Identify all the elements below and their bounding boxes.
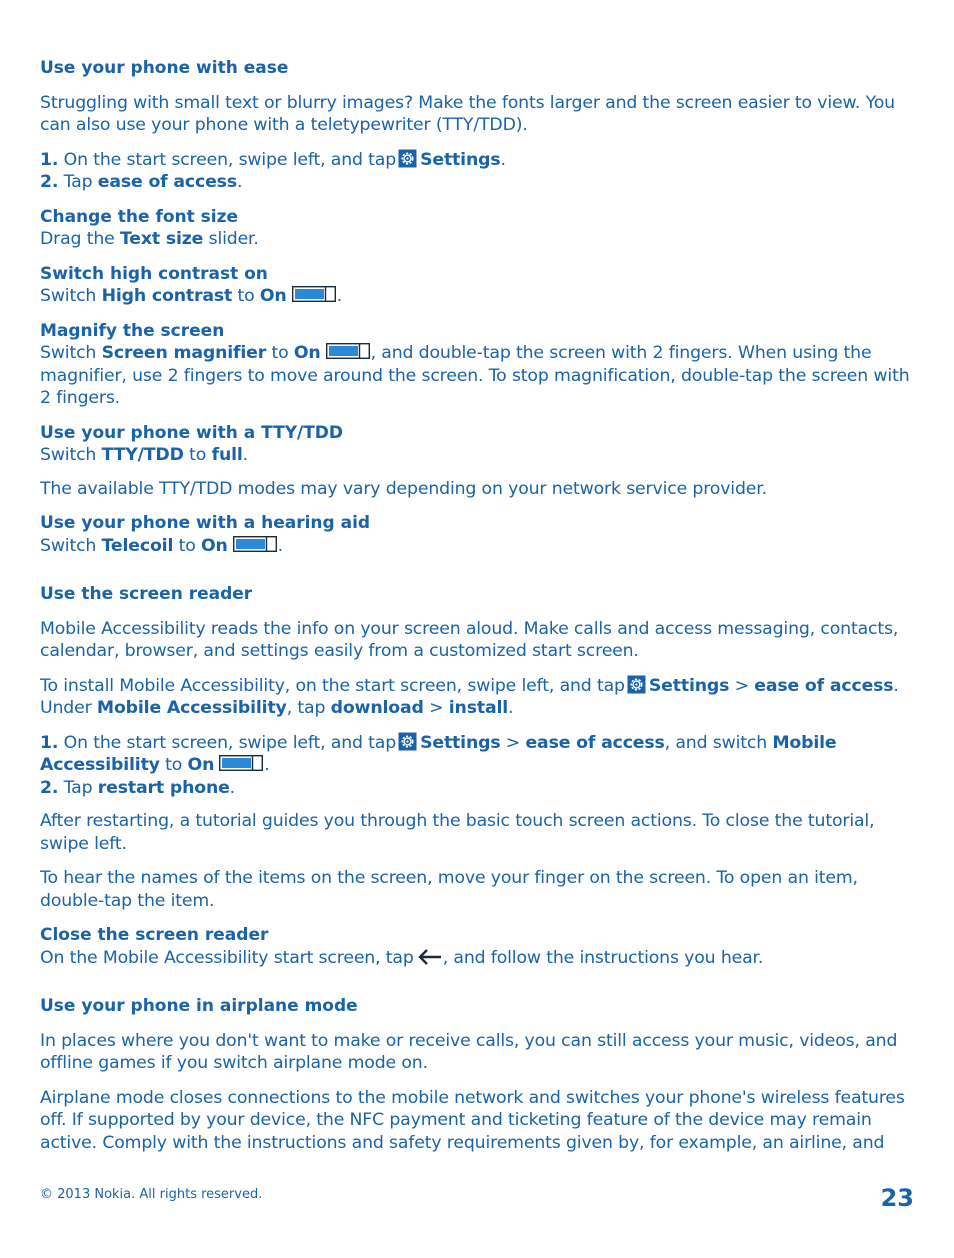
heading-tty-tdd: Use your phone with a TTY/TDD — [40, 422, 344, 443]
ease-of-access-label: ease of access — [97, 172, 237, 192]
heading-screen-reader: Use the screen reader — [40, 584, 253, 604]
heading-use-phone-with-ease: Use your phone with ease — [40, 58, 289, 78]
paragraph-hear-names: To hear the names of the items on the screen, move your finger on the screen. To open an item, double-tap the item. — [40, 868, 858, 911]
gear-icon — [398, 149, 417, 168]
paragraph-hearing-aid: Switch Telecoil to On . — [40, 535, 284, 556]
heading-high-contrast: Switch high contrast on — [40, 263, 268, 284]
reader-step-1: 1. On the start screen, swipe left, and tap Settings > ease of access, and switch Mobile Accessibility to On . — [40, 732, 837, 775]
paragraph-close-reader: On the Mobile Accessibility start screen, tap , and follow the instructions you hear. — [40, 947, 764, 968]
paragraph-airplane-2: Airplane mode closes connections to the mobile network and switches your phone's wireless features off. If supported by your device, the NFC payment and ticketing feature of the device may remain active. Comply with the instructions and safety requirements given by, for example, an airline, and — [40, 1087, 905, 1153]
paragraph-tty-note: The available TTY/TDD modes may vary depending on your network service provider. — [40, 478, 767, 499]
heading-change-font-size: Change the font size — [40, 206, 239, 227]
paragraph-airplane-1: In places where you don't want to make or receive calls, you can still access your music, videos, and offline games if you switch airplane mode on. — [40, 1030, 898, 1073]
heading-close-reader: Close the screen reader — [40, 925, 269, 945]
heading-hearing-aid: Use your phone with a hearing aid — [40, 513, 371, 533]
step-text: On the start screen, swipe left, and tap — [63, 149, 397, 170]
toggle-on-icon — [233, 536, 277, 552]
heading-magnify-screen: Magnify the screen — [40, 320, 225, 341]
step-number: 2. — [40, 172, 59, 192]
paragraph-reader-intro: Mobile Accessibility reads the info on your screen aloud. Make calls and access messaging, contacts, calendar, browser, and settings easily from a customized start screen. — [40, 618, 899, 661]
gear-icon — [398, 732, 417, 751]
back-arrow-icon — [418, 948, 442, 966]
step-number: 2. — [40, 777, 59, 798]
gear-icon — [627, 675, 646, 694]
paragraph-font-size: Drag the Text size slider. — [40, 229, 259, 249]
paragraph-high-contrast: Switch High contrast to On . — [40, 286, 342, 306]
paragraph-after-restart: After restarting, a tutorial guides you through the basic touch screen actions. To close the tutorial, swipe left. — [40, 811, 875, 854]
settings-label: Settings — [420, 149, 501, 170]
step-number: 1. — [40, 732, 59, 753]
ease-step-1: 1. On the start screen, swipe left, and tap Settings. — [40, 149, 506, 170]
ease-step-2: 2. Tap ease of access. — [40, 172, 243, 192]
paragraph-tty: Switch TTY/TDD to full. — [40, 445, 248, 465]
reader-step-2: 2. Tap restart phone. — [40, 777, 236, 798]
heading-airplane-mode: Use your phone in airplane mode — [40, 996, 358, 1016]
page-number: 23 — [880, 1184, 914, 1212]
toggle-on-icon — [219, 755, 263, 771]
step-number: 1. — [40, 149, 59, 170]
toggle-on-icon — [326, 343, 370, 359]
footer-copyright: © 2013 Nokia. All rights reserved. — [40, 1187, 263, 1202]
paragraph-ease-intro: Struggling with small text or blurry images? Make the fonts larger and the screen easier to view. You can also use your phone with a teletypewriter (TTY/TDD). — [40, 92, 895, 135]
paragraph-magnify: Switch Screen magnifier to On , and double-tap the screen with 2 fingers. When using the magnifier, use 2 fingers to move around the screen. To stop magnification, double-tap the screen with 2 fingers. — [40, 343, 910, 408]
toggle-on-icon — [292, 286, 336, 302]
paragraph-reader-install: To install Mobile Accessibility, on the start screen, swipe left, and tap Settings > ease of access. Under Mobile Accessibility, tap download > install. — [40, 675, 899, 718]
document-page — [40, 57, 920, 1154]
